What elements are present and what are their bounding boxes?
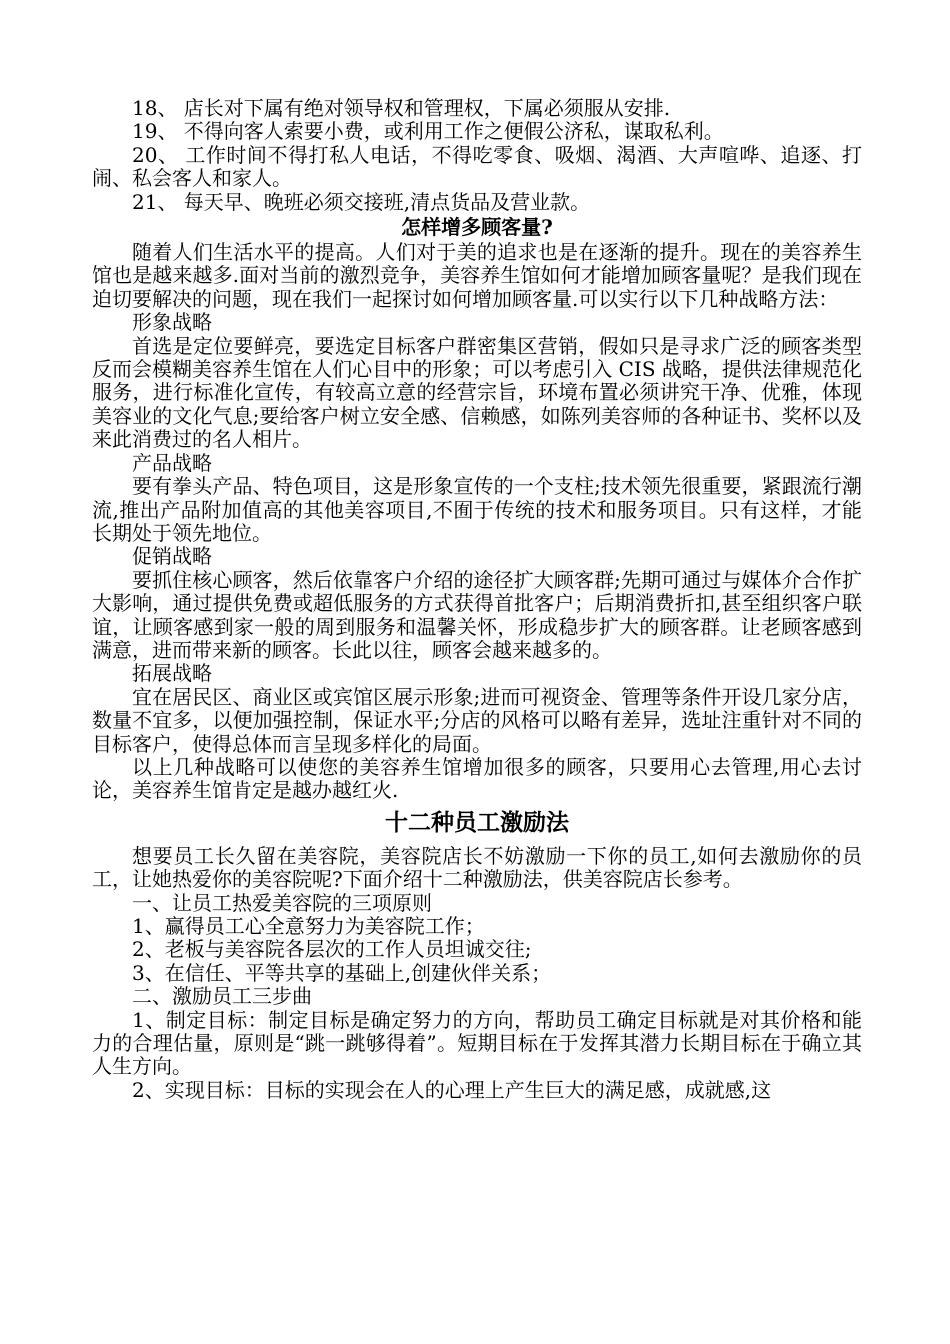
strategy-text: 宜在居民区、商业区或宾馆区展示形象;进而可视资金、管理等条件开设几家分店，数量不宜多，以便加强控制，保证水平;分店的风格可以略有差异，选址注重针对不同的目标客户，使得总体而言呈现多样化的局面。 xyxy=(92,684,862,756)
strategy-heading: 促销战略 xyxy=(132,544,212,569)
rule-item: 18、 店长对下属有绝对领导权和管理权，下属必须服从安排. xyxy=(132,96,671,120)
strategy-heading: 形象战略 xyxy=(132,310,212,335)
rule-item: 20、 工作时间不得打私人电话，不得吃零食、吸烟、渴酒、大声喧哗、追逐、打闹、私会客人和家人。 xyxy=(92,142,862,191)
strategy-text: 要抓住核心顾客，然后依靠客户介绍的途径扩大顾客群;先期可通过与媒体介合作扩大影响，通过提供免费或超低服务的方式获得首批客户；后期消费折扣,甚至组织客户联谊，让顾客感到家一般的周到服务和温馨关怀，形成稳步扩大的顾客群。让老顾客感到满意，进而带来新的顾客。长此以往，顾客会越来越多的。 xyxy=(92,567,862,662)
strategy-heading: 拓展战略 xyxy=(132,661,212,686)
strategy-heading: 产品战略 xyxy=(132,450,212,475)
step-item: 1、制定目标：制定目标是确定努力的方向，帮助员工确定目标就是对其价格和能力的合理估量，原则是“跳一跳够得着”。短期目标在于发挥其潜力长期目标在于确立其人生方向。 xyxy=(92,1007,862,1079)
principle-item: 3、在信任、平等共享的基础上,创建伙伴关系； xyxy=(132,960,552,985)
section-title-customers: 怎样增多顾客量? xyxy=(401,215,553,240)
section-title-incentives: 十二种员工激励法 xyxy=(385,808,569,836)
principle-item: 2、老板与美容院各层次的工作人员坦诚交往; xyxy=(132,937,532,962)
document-body xyxy=(92,97,862,1102)
part-heading: 一、让员工热爱美容院的三项原则 xyxy=(132,890,432,915)
rule-item: 19、 不得向客人索要小费，或利用工作之便假公济私，谋取私利。 xyxy=(132,119,724,144)
section-conclusion: 以上几种战略可以使您的美容养生馆增加很多的顾客，只要用心去管理,用心去讨论，美容养生馆肯定是越办越红火. xyxy=(92,754,862,803)
rule-item: 21、 每天早、晚班必须交接班,清点货品及营业款。 xyxy=(132,189,591,214)
section-intro: 随着人们生活水平的提高。人们对于美的追求也是在逐渐的提升。现在的美容养生馆也是越来越多.面对当前的激烈竞争，美容养生馆如何才能增加顾客量呢？是我们现在迫切要解决的问题，现在我们一起探讨如何增加顾客量.可以实行以下几种战略方法： xyxy=(92,240,862,311)
strategy-text: 首选是定位要鲜亮，要选定目标客户群密集区营销，假如只是寻求广泛的顾客类型反而会模糊美容养生馆在人们心目中的形象；可以考虑引入 CIS 战略，提供法律规范化服务，进行标准化宣传，有较高立意的经营宗旨，环境布置必须讲究干净、优雅，体现美容业的文化气息;要给客户树立安全感、信赖感，如陈列美容师的各种证书、奖杯以及来此消费过的名人相片。 xyxy=(92,333,862,452)
principle-item: 1、赢得员工心全意努力为美容院工作； xyxy=(132,914,485,938)
part-heading: 二、激励员工三步曲 xyxy=(132,984,312,1009)
strategy-text: 要有拳头产品、特色项目，这是形象宣传的一个支柱;技术领先很重要，紧跟流行潮流,推出产品附加值高的其他美容项目,不囿于传统的技术和服务项目。只有这样，才能长期处于领先地位。 xyxy=(92,474,862,545)
section-intro: 想要员工长久留在美容院，美容院店长不妨激励一下你的员工,如何去激励你的员工，让她热爱你的美容院呢?下面介绍十二种激励法，供美容院店长参考。 xyxy=(92,843,862,892)
step-item: 2、实现目标：目标的实现会在人的心理上产生巨大的满足感，成就感,这 xyxy=(132,1077,772,1102)
